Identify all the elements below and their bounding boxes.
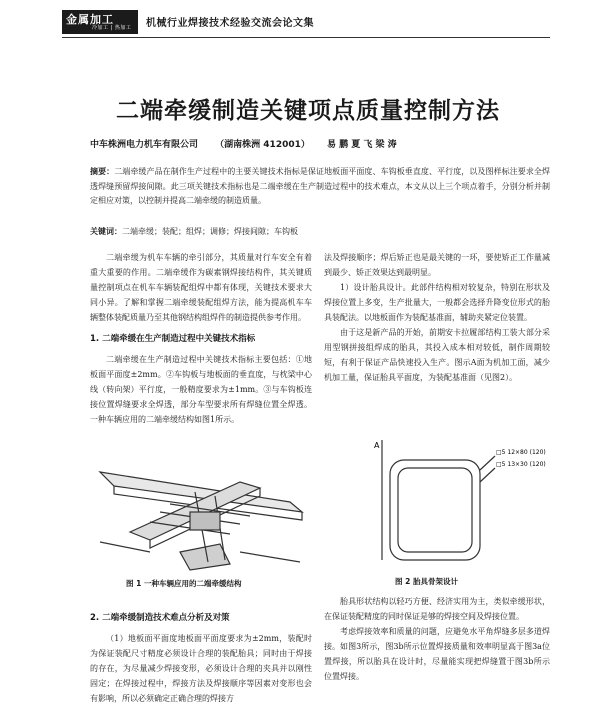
right-column (324, 250, 550, 385)
intro-paragraph: 二端牵缓为机车车辆的牵引部分，其质量对行车安全有着重大重要的作用。二端牵缓作为碳素钢焊接结构件，其关键质量控制项点在机车车辆装配组焊中都有体现，关键技术要求大同小异。了解和掌握二端牵缓装配组焊方法，能为提高机车车辆整体装配质量乃至其他钢结构组焊件的制造提供参考作用。 (90, 253, 312, 322)
logo-main-text: 金属加工 (66, 13, 114, 26)
figure-2 (370, 430, 550, 570)
keywords-text: 二端牵缓；装配；组焊；调修；焊接间隙；车钩板 (122, 227, 298, 236)
paper-title: 二端牵缓制造关键项点质量控制方法 (116, 98, 500, 124)
dimension-1: □5 12×80 (120) (496, 449, 546, 456)
left-column (90, 250, 312, 427)
abstract-text: 二端牵缓产品在制作生产过程中的主要关键技术指标是保证地板面平面度、车钩板垂直度、平行度，以及图样标注要求全焊透焊缝预留焊接间隙。此三项关键技术指标也是二端牵缓在生产制造过程中的技术难点，本文从以上三个项点着手，分别分析并制定相应对策，以控制并提高二端牵缓的制造质量。 (90, 167, 550, 205)
author-names: 易 鹏 夏 飞 梁 涛 (327, 140, 397, 150)
fixture-frame-drawing (370, 430, 550, 570)
abstract-label: 摘要： (90, 167, 115, 176)
header-rule (62, 37, 550, 38)
right-paragraph-5: 考虑焊接效率和质量的问题，应避免水平角焊缝多层多道焊接。如图3所示，图3b所示位置焊接质量和效率明显高于图3a位置焊接，所以胎具在设计时，尽量能实现把焊缝置于图3b所示位置焊接。 (324, 627, 550, 681)
journal-logo (62, 10, 138, 34)
underframe-drawing (90, 452, 312, 576)
left-column-lower (90, 604, 312, 706)
keywords-label: 关键词： (90, 227, 122, 236)
figure-1 (90, 452, 312, 576)
section-1-paragraph: 二端牵缓在生产制造过程中关键技术指标主要包括：①地板面平面度±2mm。②车钩板与地板面的垂直度，与枕梁中心线（转向架）平行度，一般精度要求为±1mm。③与车钩板连接位置焊缝要求全焊透，部分车型要求所有焊缝位置全焊透。一种车辆应用的二端牵缓结构如图1所示。 (90, 355, 312, 424)
section-2-heading: 2. 二端牵缓制造技术难点分析及对策 (90, 613, 230, 623)
author-org: 中车株洲电力机车有限公司 (90, 140, 199, 150)
right-column-lower (324, 594, 550, 684)
keywords (90, 226, 550, 237)
dimension-2: □5 13×30 (120) (496, 461, 546, 468)
logo-sub-text: 冷加工 | 热加工 (92, 25, 132, 31)
right-paragraph-4: 胎具形状结构以轻巧方便、经济实用为主，类似牵缓形状，在保证装配精度的同时保证是够的焊接空间及焊接位置。 (324, 597, 550, 621)
section-1-heading: 1. 二端牵缓在生产制造过程中关键技术指标 (90, 334, 256, 344)
figure-1-caption: 图 1 一种车辆应用的二端牵缓结构 (126, 579, 242, 588)
abstract (90, 165, 550, 209)
journal-title: 机械行业焊接技术经验交流会论文集 (146, 18, 314, 29)
section-2-paragraph: （1）地板面平面度地板面平面度要求为±2mm，装配时为保证装配尺寸精度必须设计合理的装配胎具；同时由于焊接的存在，为尽量减少焊接变形，必须设计合理的夹具并以刚性固定；在焊接过程中，焊接方法及焊接顺序等因素对变形也会有影响，所以必须确定正确合理的焊接方 (90, 634, 312, 703)
author-location: （湖南株洲 412001） (215, 140, 310, 150)
right-paragraph-2: 1）设计胎具设计。此部件结构相对较复杂，特别在形状及焊接位置上多变，生产批量大，一般都会选择升降变位形式的胎具装配法。以地板面作为装配基准面，辅助夹紧定位装置。 (324, 283, 550, 322)
figure-2-caption: 图 2 胎具骨架设计 (395, 577, 458, 586)
right-paragraph-3: 由于这是新产品的开始，前期安卡拉履部结构工装大部分采用型钢拼接组焊成的胎具，其投入成本相对较低，制作周期较短，有利于保证产品快速投入生产。图示A面为机加工面，减少机加工量，保证胎具平面度，为装配基准面（见图2）。 (324, 328, 550, 382)
face-a-label: A (374, 441, 380, 450)
right-paragraph-1: 法及焊接顺序；焊后矫正也是最关键的一环，要使矫正工作量减到最少、矫正效果达到最明显。 (324, 253, 550, 277)
author-line (90, 137, 411, 150)
